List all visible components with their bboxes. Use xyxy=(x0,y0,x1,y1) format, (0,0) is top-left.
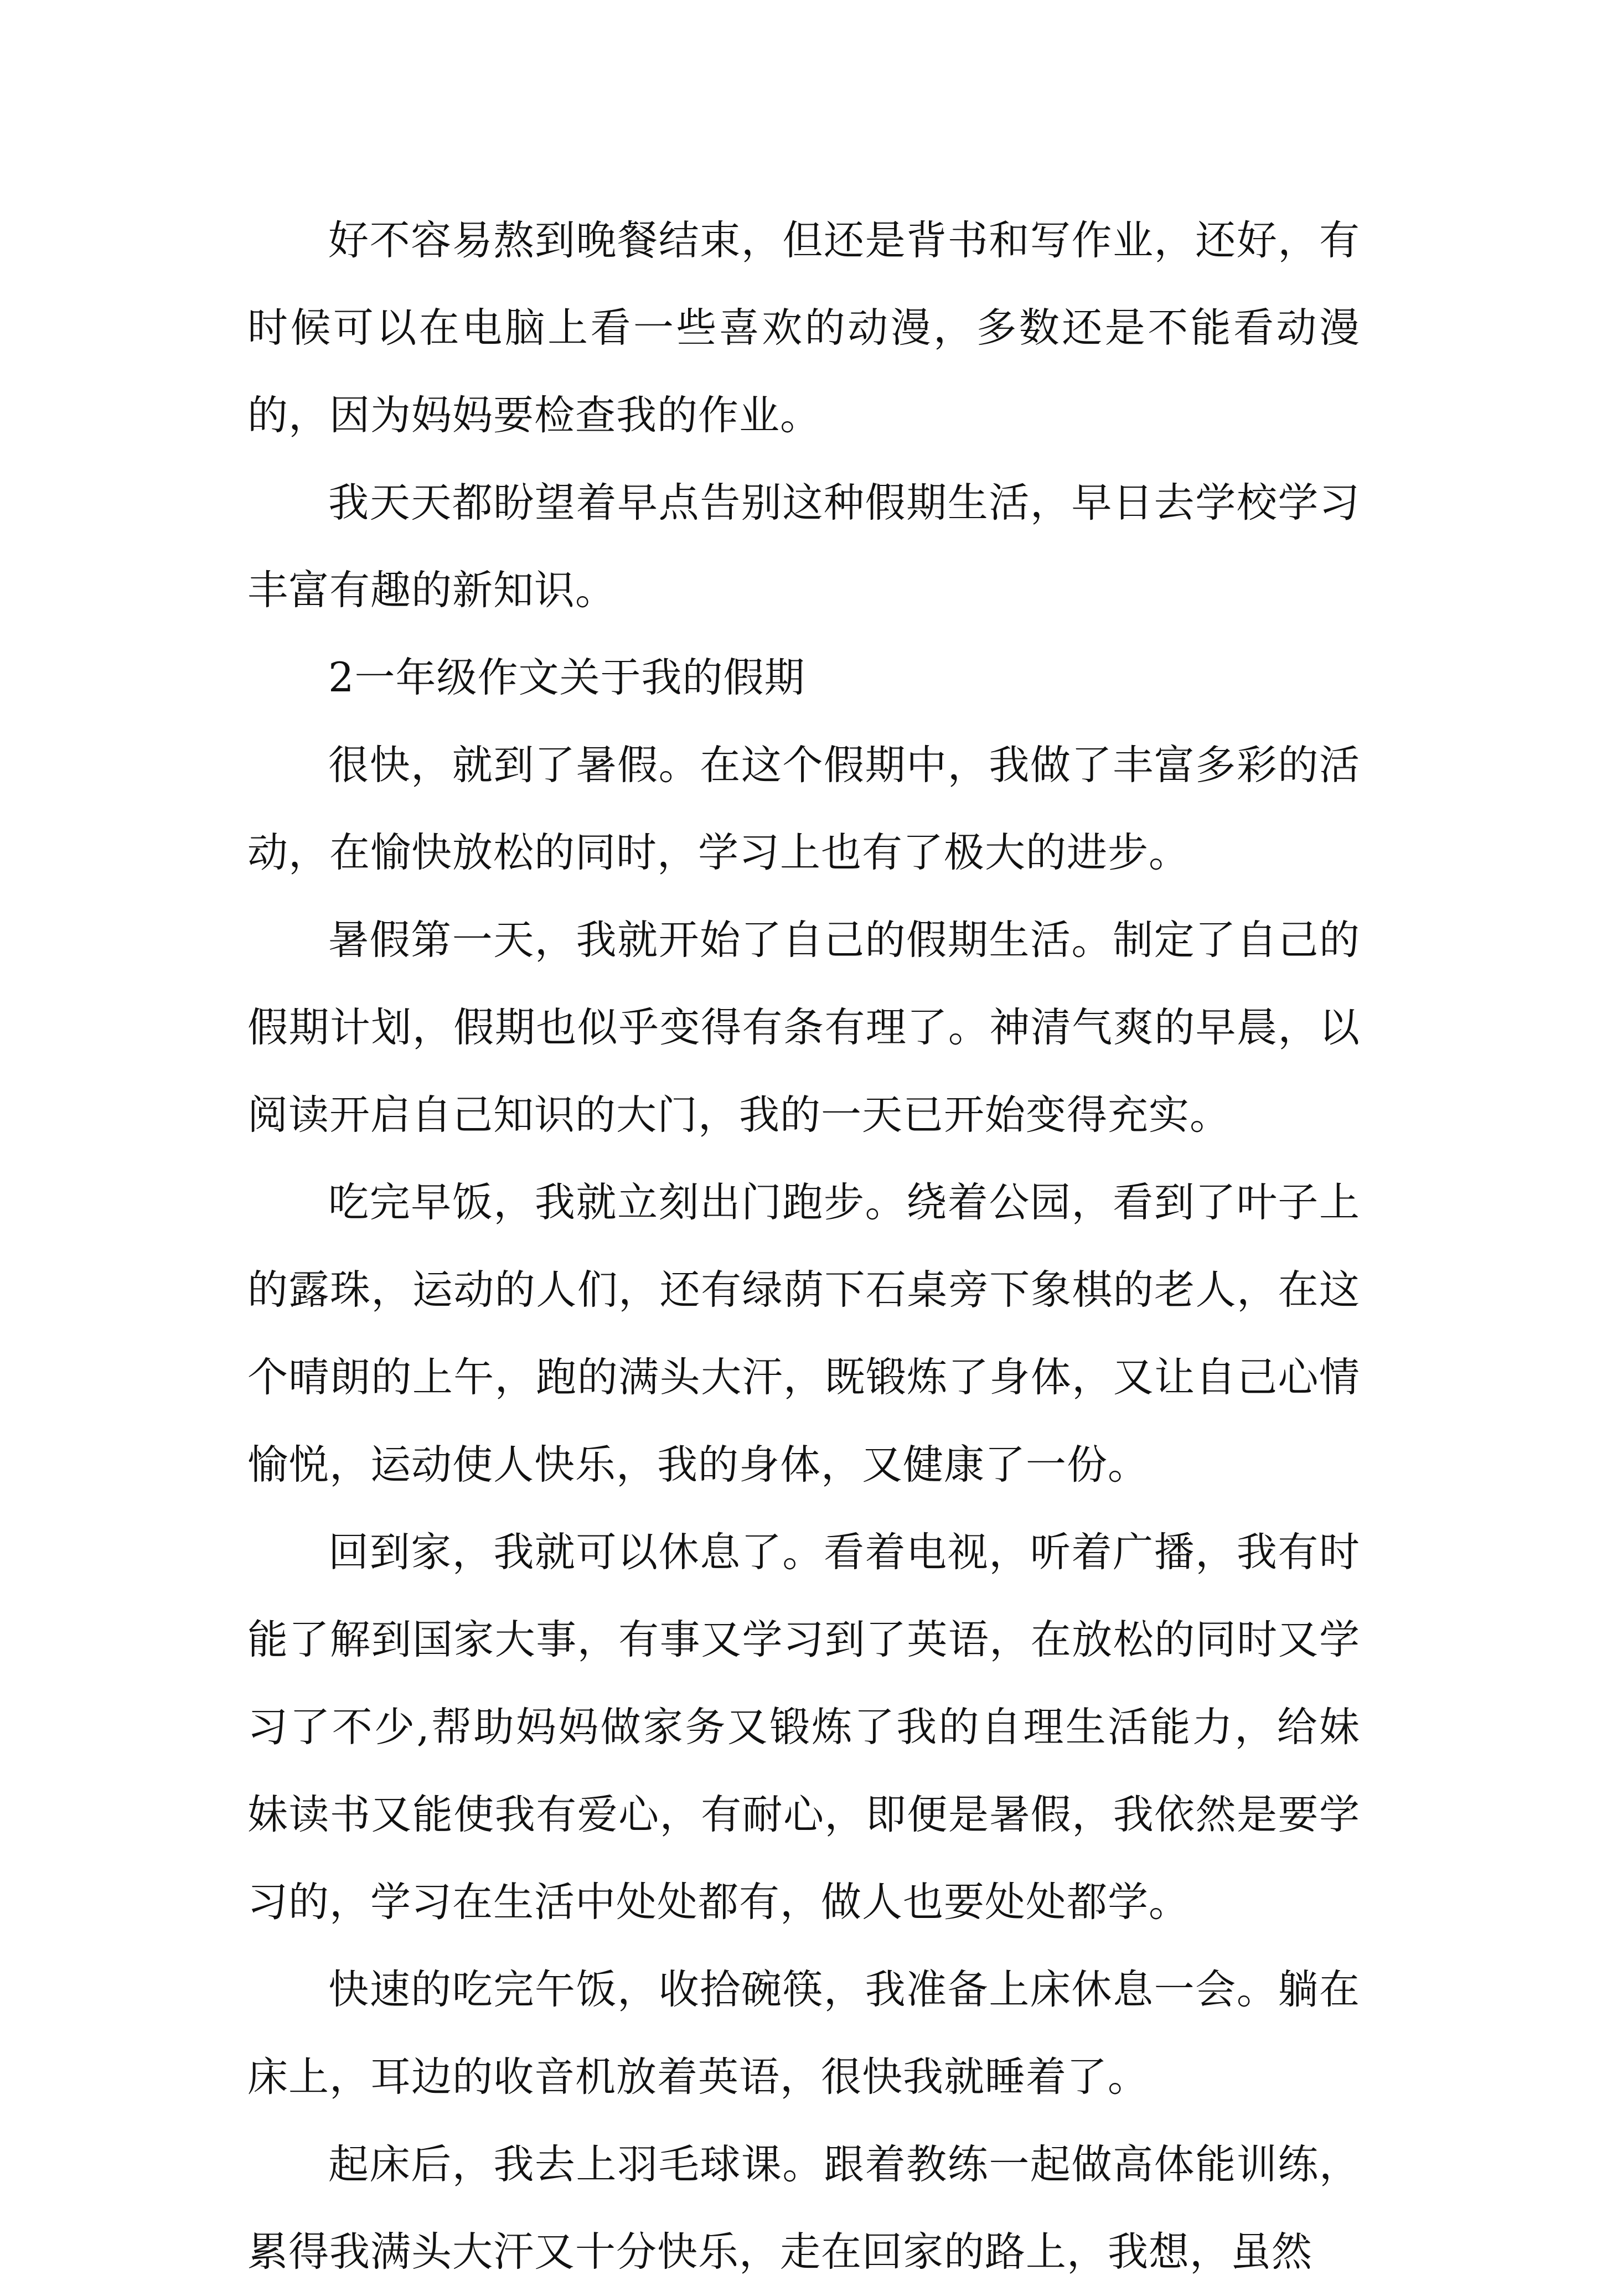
paragraph-badminton: 起床后，我去上羽毛球课。跟着教练一起做高体能训练，累得我满头大汗又十分快乐，走在回家的路上，我想，虽然 xyxy=(247,2141,1360,2276)
paragraph-summer-start: 很快，就到了暑假。在这个假期中，我做了丰富多彩的活动，在愉快放松的同时，学习上也有了极大的进步。 xyxy=(247,742,1360,876)
document-body xyxy=(247,197,1360,2296)
paragraph-lunch-nap: 快速的吃完午饭，收拾碗筷，我准备上床休息一会。躺在床上，耳边的收音机放着英语，很快我就睡着了。 xyxy=(247,1966,1360,2101)
paragraph-first-day: 暑假第一天，我就开始了自己的假期生活。制定了自己的假期计划，假期也似乎变得有条有理了。神清气爽的早晨，以阅读开启自己知识的大门，我的一天已开始变得充实。 xyxy=(247,917,1360,1139)
paragraph-home-rest: 回到家，我就可以休息了。看着电视，听着广播，我有时能了解到国家大事，有事又学习到了英语，在放松的同时又学习了不少,帮助妈妈做家务又锻炼了我的自理生活能力，给妹妹读书又能使我有爱心，有耐心，即便是暑假，我依然是要学习的，学习在生活中处处都有，做人也要处处都学。 xyxy=(247,1529,1360,1926)
paragraph-morning-run: 吃完早饭，我就立刻出门跑步。绕着公园，看到了叶子上的露珠，运动的人们，还有绿荫下石桌旁下象棋的老人，在这个晴朗的上午，跑的满头大汗，既锻炼了身体，又让自己心情愉悦，运动使人快乐，我的身体，又健康了一份。 xyxy=(247,1179,1360,1488)
section-heading: 2一年级作文关于我的假期 xyxy=(328,654,805,701)
paragraph-school-wish: 我天天都盼望着早点告别这种假期生活，早日去学校学习丰富有趣的新知识。 xyxy=(247,479,1360,614)
paragraph-dinner: 好不容易熬到晚餐结束，但还是背书和写作业，还好，有时候可以在电脑上看一些喜欢的动漫，多数还是不能看动漫的，因为妈妈要检查我的作业。 xyxy=(247,217,1360,439)
